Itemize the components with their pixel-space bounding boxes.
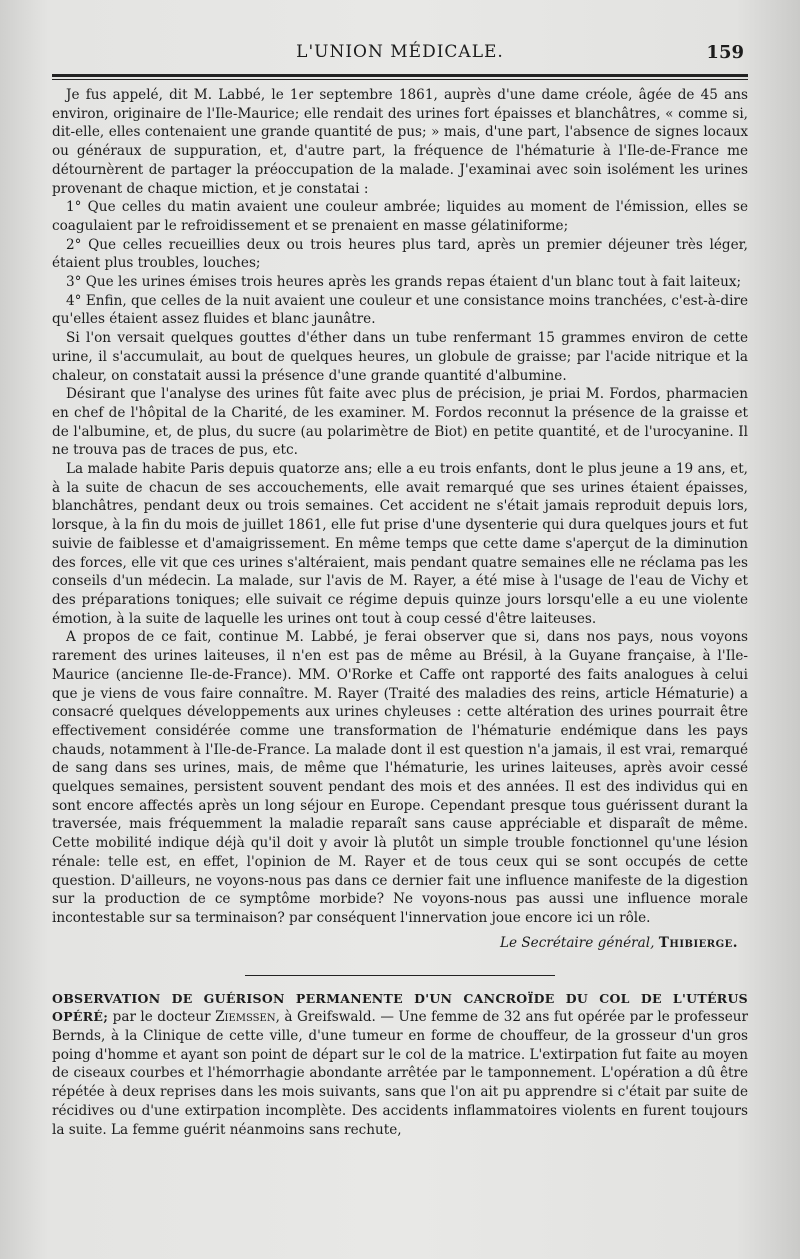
paragraph: 1° Que celles du matin avaient une couleur ambrée; liquides au moment de l'émission, elles se coagulaient par le refroidissement et se prenaient en masse gélatiniforme; — [52, 199, 748, 234]
paragraph: Si l'on versait quelques gouttes d'éther dans un tube renfermant 15 grammes environ de cette urine, il s'accumulait, au bout de quelques heures, un globule de graisse; par l'acide nitrique et la chaleur, on constatait aussi la présence d'une grande quantité d'albumine. — [52, 330, 748, 384]
case-title: OBSERVATION DE GUÉRISON PERMANENTE D'UN CANCROÏDE DU COL DE L'UTÉRUS OPÉRÉ; — [52, 990, 748, 1025]
paragraph: 4° Enfin, que celles de la nuit avaient une couleur et une consistance moins tranchées, c'est-à-dire qu'elles étaient assez fluides et blanc jaunâtre. — [52, 292, 748, 328]
running-title: L'UNION MÉDICALE. — [296, 42, 504, 62]
paragraph: Désirant que l'analyse des urines fût faite avec plus de précision, je priai M. Fordos, pharmacien en chef de l'hôpital de la Charité, de les examiner. M. Fordos reconnut la présence de la graisse et de l'albumine, et, de plus, du sucre (au polarimètre de Biot) en petite quantité, et de l'urocyanine. Il ne trouva pas de traces de pus, etc. — [52, 386, 748, 459]
paragraph: La malade habite Paris depuis quatorze ans; elle a eu trois enfants, dont le plus jeune a 19 ans, et, à la suite de chacun de ses accouchements, elle avait remarqué que ses urines étaient épaisses, blanchâtres, pendant deux ou trois semaines. Cet accident ne s'était jamais reproduit depuis lors, lorsque, à la fin du mois de juillet 1861, elle fut prise d'une dysenterie qui dura quelques jours et fut suivie de faiblesse et d'amaigrissement. En même temps que cette dame s'aperçut de la diminution des forces, elle vit que ces urines s'altéraient, mais pendant quatre semaines elle ne réclama pas les conseils d'un médecin. La malade, sur l'avis de M. Rayer, a été mise à l'usage de l'eau de Vichy et des préparations toniques; elle suivait ce régime depuis quinze jours lorsqu'elle a eu une violente émotion, à la suite de laquelle les urines ont tout à coup cessé d'être laiteuses. — [52, 461, 748, 627]
signature-role: Le Secrétaire général, — [499, 934, 655, 951]
signature-name: Thibierge. — [658, 934, 738, 951]
paragraph: Je fus appelé, dit M. Labbé, le 1er septembre 1861, auprès d'une dame créole, âgée de 45 ans environ, originaire de l'Ile-Maurice; elle rendait des urines fort épaisses et blanchâtres, « comme si, dit-elle, elles contenaient une grande quantité de pus; » mais, d'une part, l'absence de signes locaux ou généraux de suppuration, et, d'autre part, la fréquence de l'hématurie à l'Ile-de-France me détournèrent de partager la préoccupation de la malade. J'examinai avec soin isolément les urines provenant de chaque miction, et je constatai : — [52, 87, 748, 197]
page-number: 159 — [706, 42, 744, 63]
section-divider — [245, 975, 555, 976]
case-text: , à Greifswald. — Une femme de 32 ans fut opérée par le professeur Bernds, à la Clinique de cette ville, d'une tumeur en forme de chouffeur, de la grosseur d'un gros poing d'homme et ayant son point de départ sur le col de la matrice. L'extirpation fut faite au moyen de ciseaux courbes et l'hémorrhagie abondante arrêtée par le tamponnement. L'opération a dû être répétée à deux reprises dans les mois suivants, sans que l'on ait pu apprendre si c'était par suite de récidives ou d'une extirpation incomplète. Des accidents inflammatoires violents en furent toujours la suite. La femme guérit néanmoins sans rechute, — [52, 1009, 748, 1138]
doctor-name: Ziemssen — [215, 1009, 276, 1026]
article-body — [52, 86, 748, 928]
paragraph: 2° Que celles recueillies deux ou trois heures plus tard, après un premier déjeuner très léger, étaient plus troubles, louches; — [52, 236, 748, 272]
case-paragraph — [52, 990, 748, 1140]
case-report — [52, 990, 748, 1140]
case-intro: par le docteur — [108, 1009, 216, 1026]
paragraph: 3° Que les urines émises trois heures après les grands repas étaient d'un blanc tout à fait laiteux; — [66, 274, 742, 291]
paragraph: A propos de ce fait, continue M. Labbé, je ferai observer que si, dans nos pays, nous voyons rarement des urines laiteuses, il n'en est pas de même au Brésil, à la Guyane française, à l'Ile-Maurice (ancienne Ile-de-France). MM. O'Rorke et Caffe ont rapporté des faits analogues à celui que je viens de vous faire connaître. M. Rayer (Traité des maladies des reins, article Hématurie) a consacré quelques développements aux urines chyleuses : cette altération des urines pourrait être effectivement considérée comme une transformation de l'hématurie endémique dans les pays chauds, notamment à l'Ile-de-France. La malade dont il est question n'a jamais, il est vrai, remarqué de sang dans ses urines, mais, de même que l'hématurie, les urines laiteuses, après avoir cessé quelques semaines, persistent souvent pendant des mois et des années. Il est des individus qui en sont encore affectés après un long séjour en Europe. Cependant presque tous guérissent durant la traversée, mais fréquemment la maladie reparaît sans cause appréciable et disparaît de même. Cette mobilité indique déjà qu'il doit y avoir là plutôt un simple trouble fonctionnel qu'une lésion rénale: telle est, en effet, l'opinion de M. Rayer et de tous ceux qui se sont occupés de cette question. D'ailleurs, ne voyons-nous pas dans ce dernier fait une influence manifeste de la digestion sur la production de ce symptôme morbide? Ne voyons-nous pas aussi une influence morale incontestable sur sa terminaison? par conséquent l'innervation joue encore ici un rôle. — [52, 629, 748, 926]
signature — [52, 934, 748, 953]
header-rule — [52, 74, 748, 80]
page-header — [52, 0, 748, 64]
